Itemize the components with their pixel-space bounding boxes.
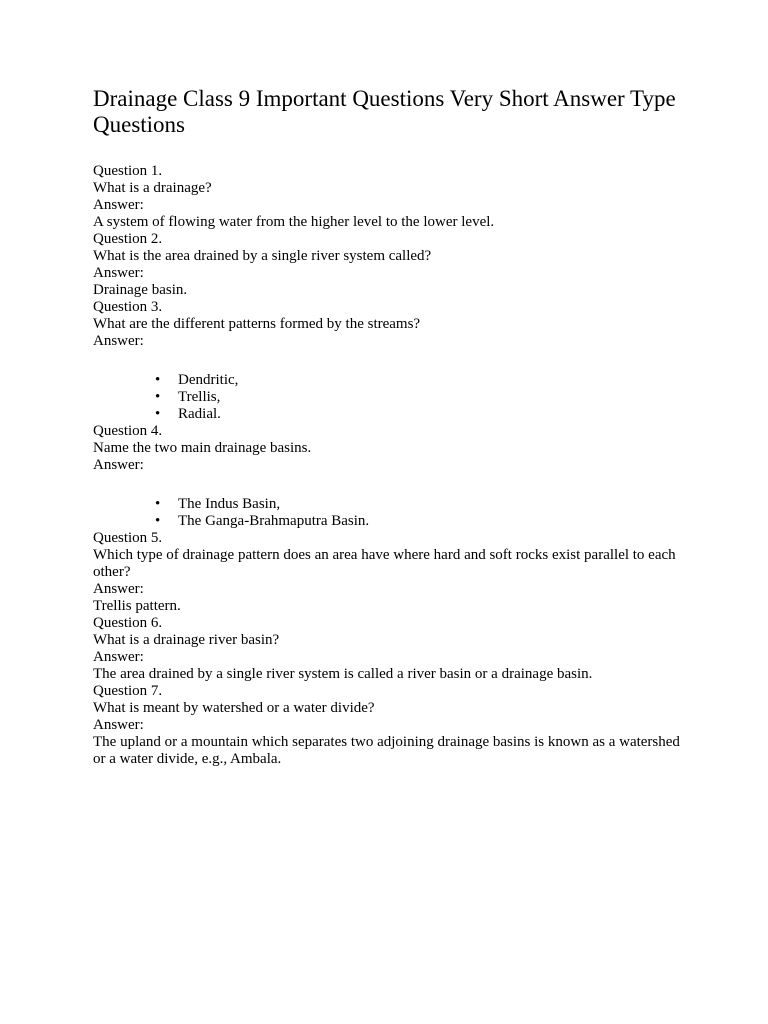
question-number: Question 6.	[93, 615, 163, 631]
answer-label: Answer:	[93, 333, 144, 349]
question-text: What are the different patterns formed by the streams?	[93, 316, 421, 332]
question-block-4	[93, 423, 693, 530]
question-number: Question 5.	[93, 530, 163, 546]
question-number: Question 3.	[93, 299, 163, 315]
question-text: What is meant by watershed or a water divide?	[93, 700, 375, 716]
answer-text: The area drained by a single river system is called a river basin or a drainage basin.	[93, 666, 593, 682]
answer-label: Answer:	[93, 457, 144, 473]
answer-text: Trellis pattern.	[93, 598, 181, 614]
question-number: Question 7.	[93, 683, 163, 699]
answer-bullet-list	[93, 372, 693, 423]
list-item: • The Ganga-Brahmaputra Basin.	[155, 513, 693, 530]
answer-text: The upland or a mountain which separates two adjoining drainage basins is known as a watershed or a water divide, e.g., Ambala.	[93, 734, 680, 767]
question-block-1	[93, 163, 693, 231]
list-item: • Radial.	[155, 406, 693, 423]
answer-label: Answer:	[93, 717, 144, 733]
list-item: • Trellis,	[155, 389, 693, 406]
answer-bullet-list	[93, 496, 693, 530]
question-number: Question 2.	[93, 231, 163, 247]
answer-label: Answer:	[93, 649, 144, 665]
document-title: Drainage Class 9 Important Questions Very Short Answer Type Questions	[93, 86, 676, 137]
question-text: What is a drainage river basin?	[93, 632, 280, 648]
question-text: What is the area drained by a single river system called?	[93, 248, 432, 264]
list-item: • Dendritic,	[155, 372, 693, 389]
question-text: Which type of drainage pattern does an area have where hard and soft rocks exist parallel to each other?	[93, 547, 676, 580]
question-block-2	[93, 231, 693, 299]
question-block-7	[93, 683, 693, 768]
question-text: Name the two main drainage basins.	[93, 440, 312, 456]
answer-text: Drainage basin.	[93, 282, 188, 298]
question-block-5	[93, 530, 693, 615]
answer-label: Answer:	[93, 581, 144, 597]
answer-label: Answer:	[93, 265, 144, 281]
question-number: Question 4.	[93, 423, 163, 439]
question-list	[93, 163, 693, 768]
list-item: • The Indus Basin,	[155, 496, 693, 513]
question-block-3	[93, 299, 693, 423]
document-page	[93, 86, 693, 768]
answer-label: Answer:	[93, 197, 144, 213]
question-text: What is a drainage?	[93, 180, 212, 196]
question-number: Question 1.	[93, 163, 163, 179]
question-block-6	[93, 615, 693, 683]
answer-text: A system of flowing water from the higher level to the lower level.	[93, 214, 495, 230]
